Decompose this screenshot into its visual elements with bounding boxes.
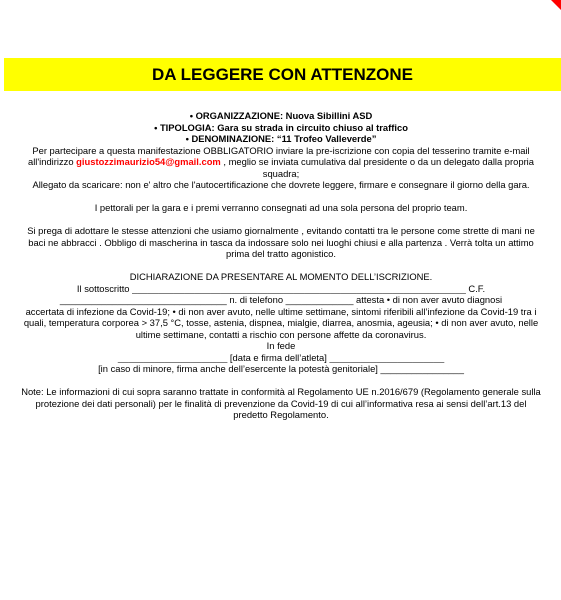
title-banner bbox=[4, 58, 561, 91]
athlete-signature-line: _____________________ [data e firma dell’atleta] ______________________ bbox=[117, 351, 445, 363]
in-fede: In fede bbox=[266, 340, 296, 351]
type-line bbox=[0, 122, 561, 134]
declaration-line-1: Il sottoscritto ________________________________________________________________ C.F. bbox=[76, 282, 486, 294]
precautions-line-2: baci ne abbracci . Obbligo di mascherina in tasca da indossare solo nei luoghi chiusi e alla partenza . Verrà tolta un attimo bbox=[28, 236, 534, 248]
declaration-line-2: ________________________________ n. di telefono _____________ attesta • di non aver avuto diagnosi bbox=[59, 294, 503, 305]
declaration-line-4: quali, temperatura corporea > 37,5 °C, tosse, astenia, dispnea, mialgie, diarrea, anosmia, ageusia; • di non aver avuto, nelle bbox=[23, 317, 539, 328]
organization-line: • ORGANIZZAZIONE: Nuova Sibillini ASD bbox=[189, 110, 373, 121]
registration-line-1: Per partecipare a questa manifestazione OBBLIGATORIO inviare la pre-iscrizione con copia del tesserino tramite e-mail bbox=[32, 144, 530, 156]
event-name-line: • DENOMINAZIONE: “11 Trofeo Valleverde” bbox=[185, 133, 377, 144]
declaration-line-3: accertata di infezione da Covid-19; • di non aver avuto, nelle ultime settimane, sintomi riferibili all’infezione da Covid-19 tra i bbox=[25, 305, 537, 317]
registration-line-3: squadra; bbox=[262, 167, 300, 179]
declaration-title: DICHIARAZIONE DA PRESENTARE AL MOMENTO DELL’ISCRIZIONE. bbox=[129, 271, 433, 282]
privacy-note-line-2: protezione dei dati personali) per le finalità di prevenzione da Covid-19 di cui all’informativa resa ai sensi dell’art.13 del bbox=[35, 397, 527, 409]
privacy-note-line-3: predetto Regolamento. bbox=[233, 409, 329, 420]
precautions-line-3: prima del tratto agonistico. bbox=[226, 248, 336, 259]
privacy-note-line-1: Note: Le informazioni di cui sopra saranno trattate in conformità al Regolamento UE n.2016/679 (Regolamento generale sulla bbox=[21, 386, 541, 397]
type-value: Gara su strada in circuito chiuso al traffico bbox=[217, 121, 408, 133]
document-body bbox=[0, 110, 561, 421]
attachment-line: Allegato da scaricare: non e' altro che l'autocertificazione che dovrete leggere, firmare e consegnare il giorno della gara. bbox=[32, 179, 530, 190]
type-label: • TIPOLOGIA: bbox=[154, 121, 215, 133]
registration-suffix: , meglio se inviata cumulativa dal presidente o da un delegato dalla propria bbox=[220, 156, 534, 167]
email-link[interactable]: giustozzimaurizio54@gmail.com bbox=[76, 156, 221, 167]
declaration-line-5: ultime settimane, contatti a rischio con persone affette da coronavirus. bbox=[135, 328, 427, 340]
page-corner-mark bbox=[551, 0, 561, 10]
registration-line-2 bbox=[0, 156, 561, 168]
page-title: DA LEGGERE CON ATTENZONE bbox=[152, 64, 413, 84]
bibs-line: I pettorali per la gara e i premi verranno consegnati ad una sola persona del proprio team. bbox=[94, 202, 468, 213]
guardian-signature-line: [in caso di minore, firma anche dell’esercente la potestà genitoriale] ________________ bbox=[98, 363, 464, 374]
precautions-line-1: Si prega di adottare le stesse attenzioni che usiamo giornalmente , evitando contatti tra le persone come strette di mani ne bbox=[27, 225, 535, 236]
registration-prefix: all'indirizzo bbox=[28, 156, 77, 167]
